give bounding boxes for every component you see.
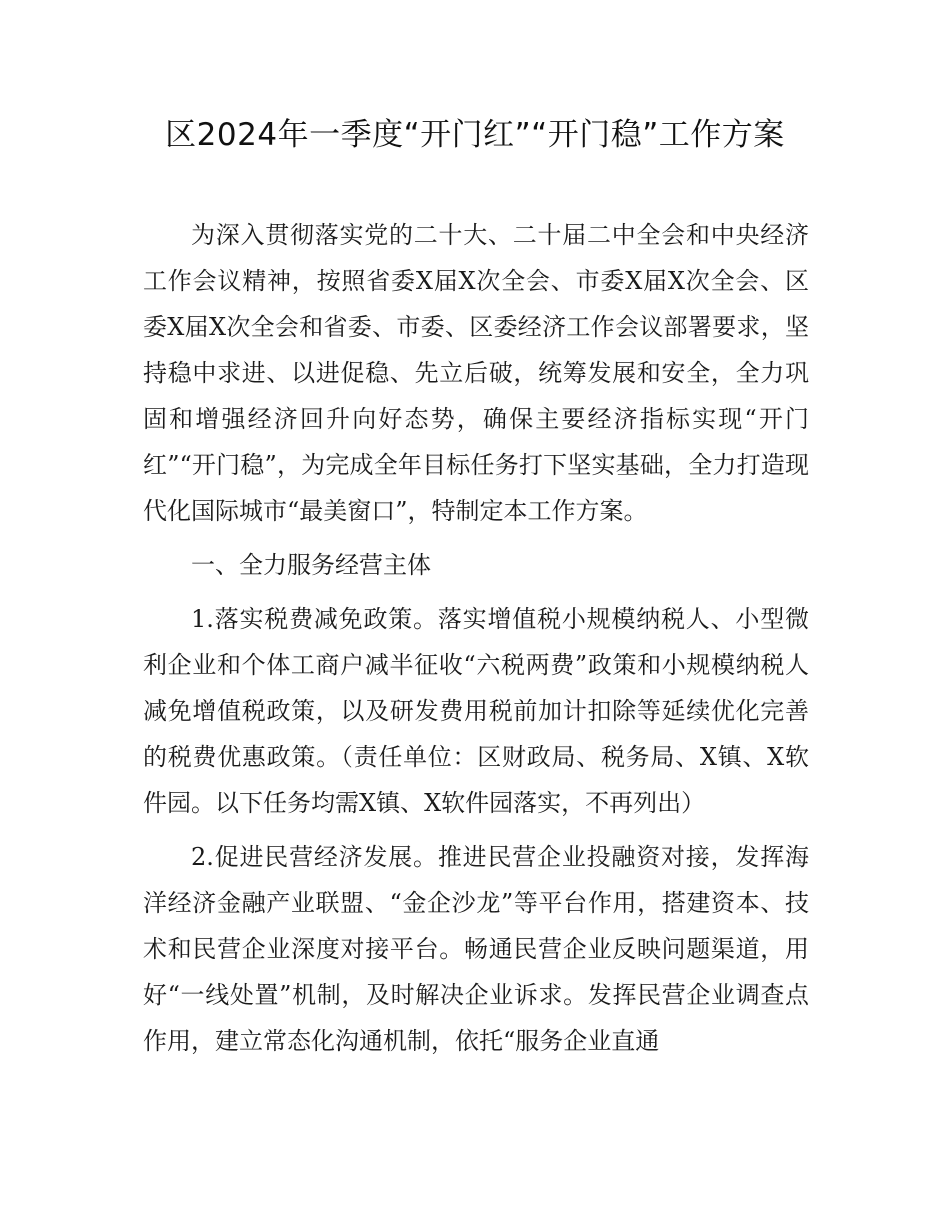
item-paragraph-2: 2.促进民营经济发展。推进民营企业投融资对接，发挥海洋经济金融产业联盟、“金企沙龙”等平台作用，搭建资本、技术和民营企业深度对接平台。畅通民营企业反映问题渠道，用好“一线处置”机制，及时解决企业诉求。发挥民营企业调查点作用，建立常态化沟通机制，依托“服务企业直通 [143,843,809,1055]
document-title: 区2024年一季度“开门红”“开门稳”工作方案 [165,117,785,153]
document-body [143,212,809,1072]
intro-paragraph: 为深入贯彻落实党的二十大、二十届二中全会和中央经济工作会议精神，按照省委X届X次全会、市委X届X次全会、区委X届X次全会和省委、市委、区委经济工作会议部署要求，坚持稳中求进、以进促稳、先立后破，统筹发展和安全，全力巩固和增强经济回升向好态势，确保主要经济指标实现“开门红”“开门稳”，为完成全年目标任务打下坚实基础，全力打造现代化国际城市“最美窗口”，特制定本工作方案。 [143,221,809,525]
item-paragraph-1: 1.落实税费减免政策。落实增值税小规模纳税人、小型微利企业和个体工商户减半征收“六税两费”政策和小规模纳税人减免增值税政策，以及研发费用税前加计扣除等延续优化完善的税费优惠政策。（责任单位：区财政局、税务局、X镇、X软件园。以下任务均需X镇、X软件园落实，不再列出） [143,605,809,817]
section-heading: 一、全力服务经营主体 [191,551,431,579]
